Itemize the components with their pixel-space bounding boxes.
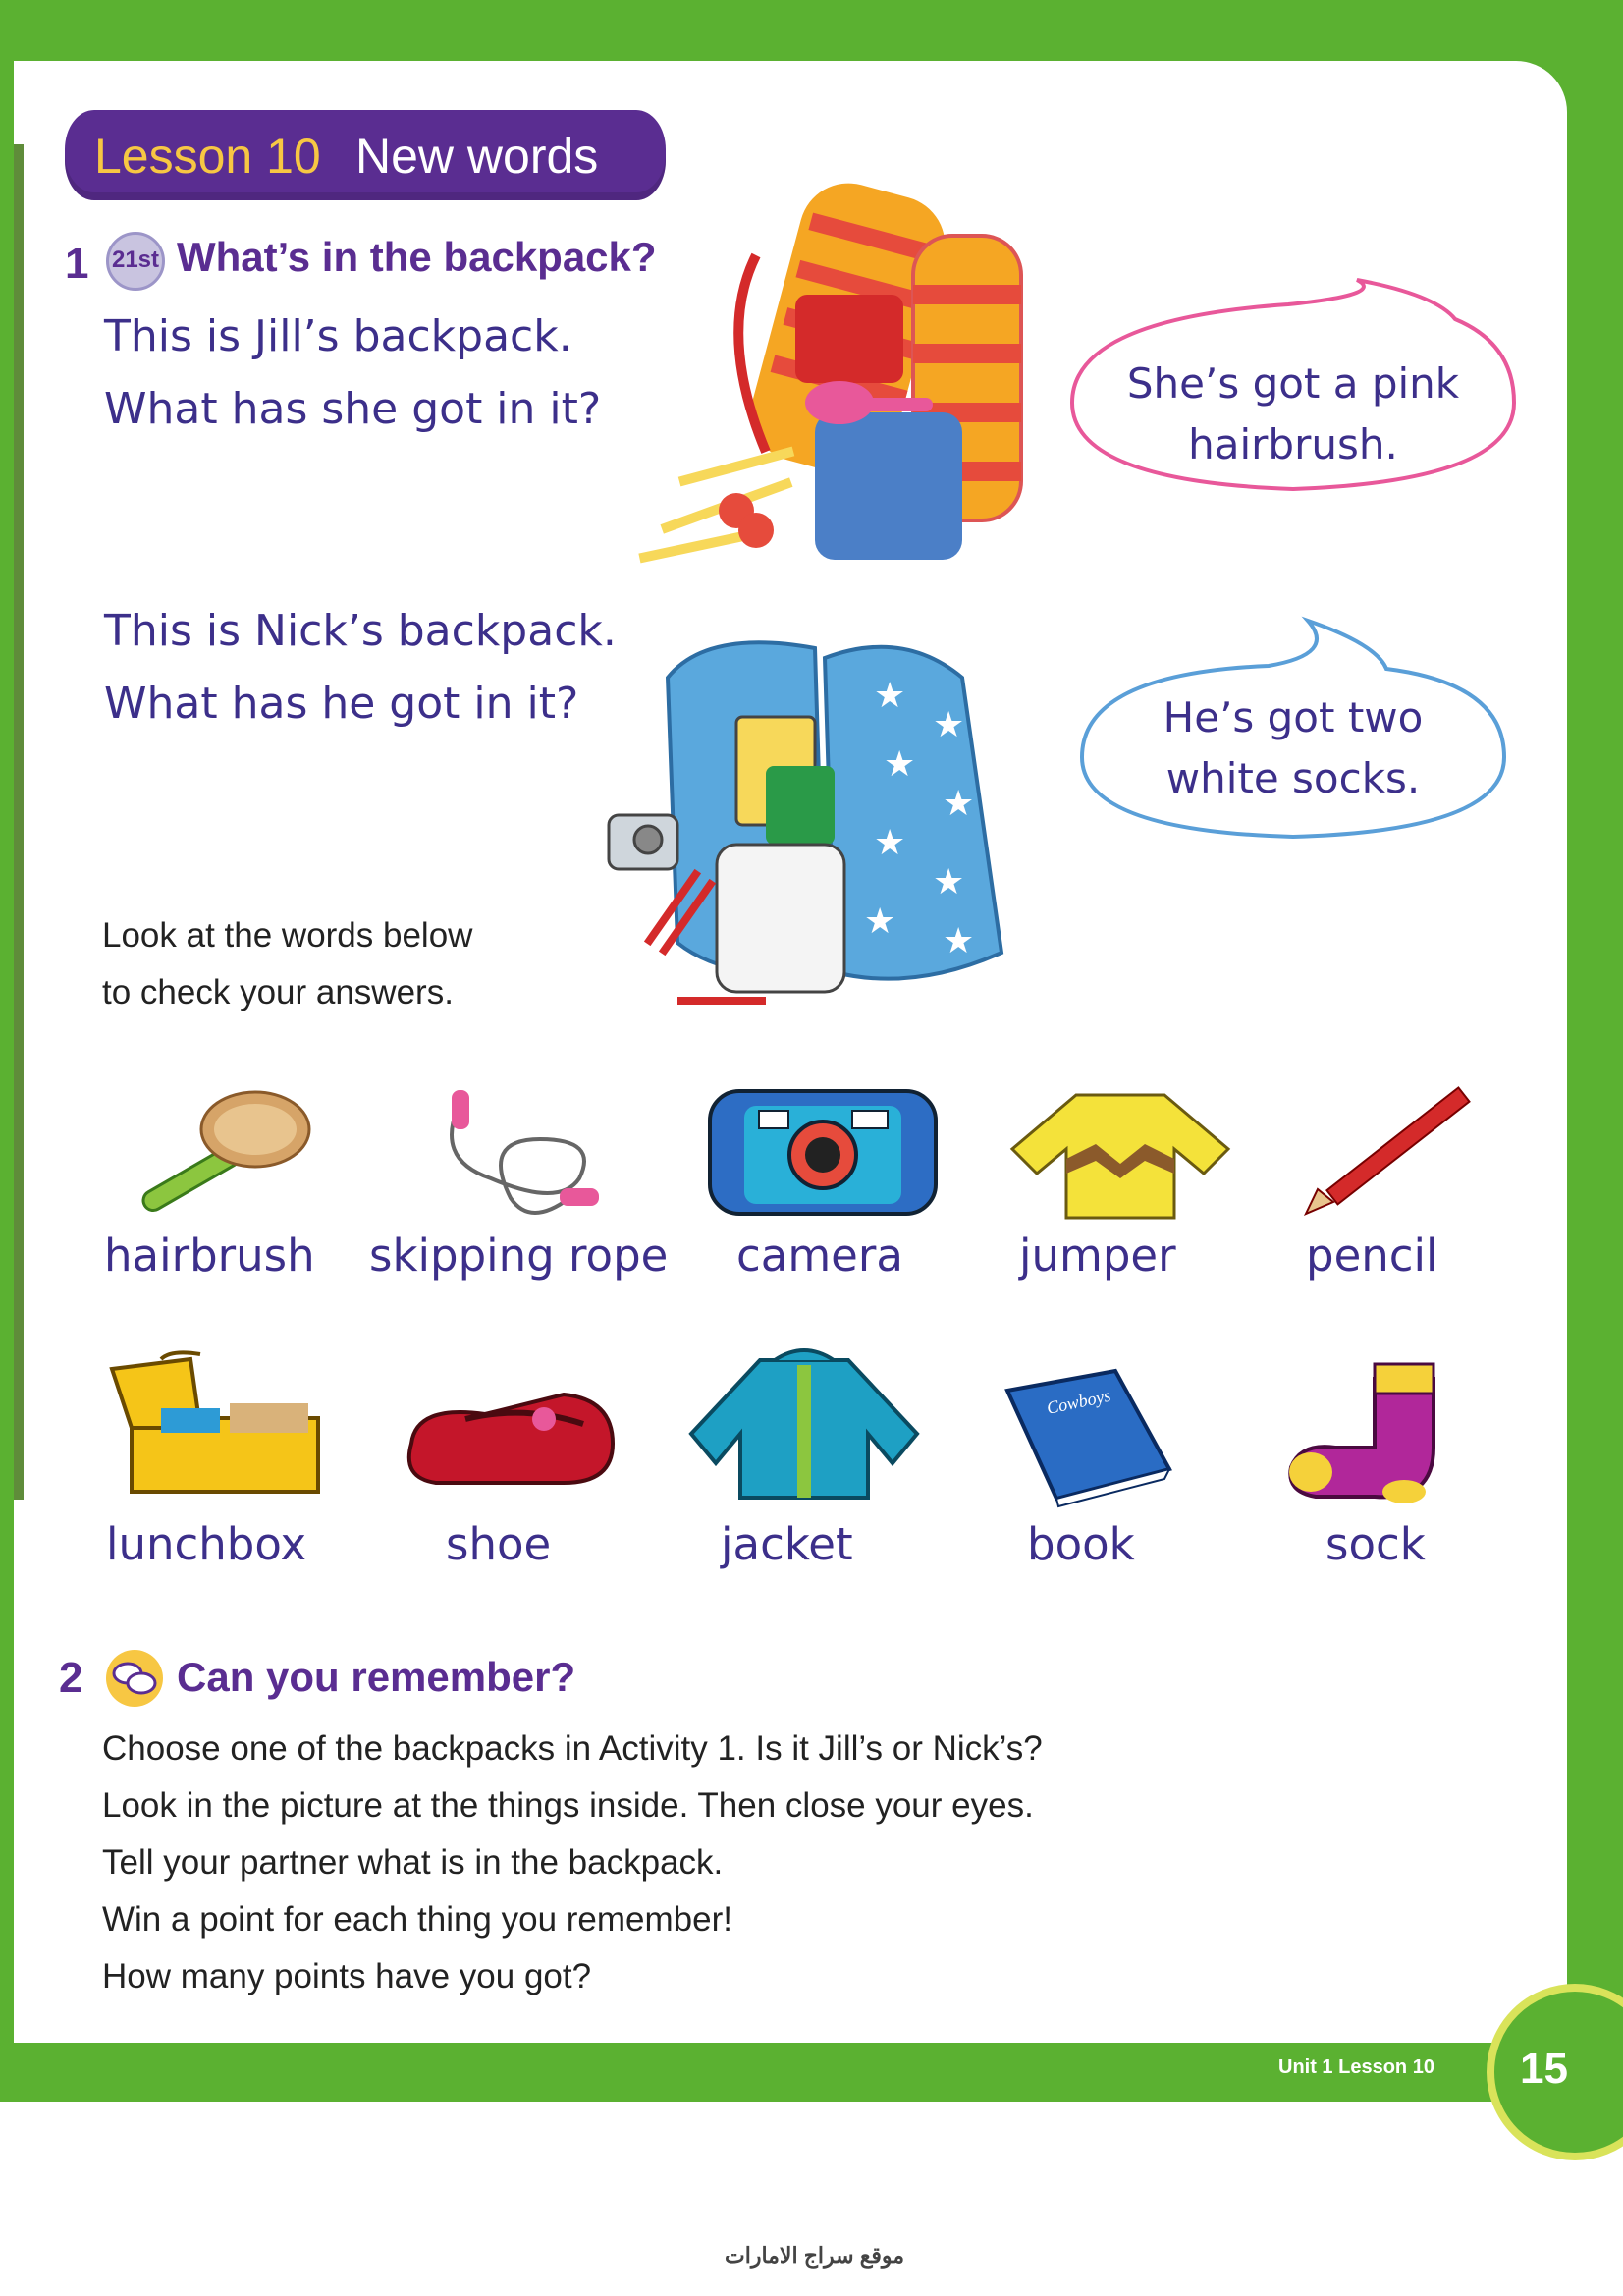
jill-bubble-line-2: hairbrush. bbox=[1188, 420, 1398, 468]
nick-backpack-body bbox=[825, 647, 1001, 979]
word-jumper: jumper bbox=[1019, 1230, 1176, 1282]
activity-2-line-2: Look in the picture at the things inside. Then close your eyes. bbox=[102, 1786, 1034, 1825]
jeans bbox=[815, 412, 962, 560]
jill-line-1: This is Jill’s backpack. bbox=[104, 311, 572, 361]
page-number: 15 bbox=[1520, 2045, 1568, 2093]
svg-text:★: ★ bbox=[943, 783, 975, 823]
svg-text:★: ★ bbox=[874, 822, 906, 862]
lesson-title: New words bbox=[355, 129, 599, 184]
check-instructions bbox=[102, 907, 472, 1021]
svg-text:★: ★ bbox=[943, 920, 975, 960]
footer-unit-label: Unit 1 Lesson 10 bbox=[1278, 2056, 1434, 2078]
camera-picture bbox=[705, 1076, 941, 1224]
check-line-1: Look at the words below bbox=[102, 916, 473, 955]
svg-text:★: ★ bbox=[884, 743, 916, 784]
activity-1-number: 1 bbox=[65, 240, 89, 288]
nick-line-1: This is Nick’s backpack. bbox=[104, 606, 617, 656]
word-shoe: shoe bbox=[446, 1518, 552, 1570]
activity-2-line-4: Win a point for each thing you remember! bbox=[102, 1900, 732, 1939]
activity-2-number: 2 bbox=[59, 1654, 83, 1702]
check-line-2: to check your answers. bbox=[102, 973, 454, 1011]
word-jacket: jacket bbox=[721, 1518, 853, 1570]
bottom-watermark: موقع سراج الامارات bbox=[725, 2243, 905, 2268]
shoe-picture bbox=[397, 1375, 622, 1493]
word-hairbrush: hairbrush bbox=[104, 1230, 315, 1282]
nick-bubble-line-1: He’s got two bbox=[1163, 693, 1424, 741]
activity-1-heading: What’s in the backpack? bbox=[177, 234, 657, 280]
nick-text bbox=[104, 595, 617, 740]
activity-2-heading: Can you remember? bbox=[177, 1654, 576, 1700]
svg-text:★: ★ bbox=[874, 675, 906, 715]
nick-bubble-text bbox=[1092, 687, 1494, 809]
nick-line-2: What has he got in it? bbox=[104, 679, 579, 729]
jumper-picture bbox=[1007, 1080, 1233, 1228]
sock-picture bbox=[1276, 1359, 1463, 1506]
activity-2-line-5: How many points have you got? bbox=[102, 1957, 592, 1995]
lunchbox-picture bbox=[102, 1349, 328, 1497]
lesson-label: Lesson 10 bbox=[94, 129, 321, 184]
svg-text:★: ★ bbox=[933, 861, 965, 902]
word-book: book bbox=[1027, 1518, 1135, 1570]
nick-backpack-illustration bbox=[589, 619, 1031, 1031]
jill-line-2: What has she got in it? bbox=[104, 384, 602, 434]
hairbrush-picture bbox=[118, 1080, 314, 1228]
word-sock: sock bbox=[1325, 1518, 1426, 1570]
left-edge-strip bbox=[14, 144, 24, 1500]
svg-text:★: ★ bbox=[933, 704, 965, 744]
green-item bbox=[766, 766, 835, 845]
word-skipping-rope: skipping rope bbox=[369, 1230, 669, 1282]
activity-2-line-1: Choose one of the backpacks in Activity 1. Is it Jill’s or Nick’s? bbox=[102, 1729, 1043, 1768]
word-lunchbox: lunchbox bbox=[106, 1518, 307, 1570]
lunchbox-red bbox=[795, 295, 903, 383]
jill-bubble-text bbox=[1082, 354, 1504, 475]
book-cover-text: Cowboys bbox=[1045, 1385, 1112, 1418]
pencils bbox=[638, 447, 794, 564]
lesson-banner bbox=[65, 110, 666, 200]
jill-bubble-line-1: She’s got a pink bbox=[1126, 359, 1460, 408]
word-camera: camera bbox=[736, 1230, 903, 1282]
skipping-rope-picture bbox=[422, 1080, 619, 1228]
activity-2-line-3: Tell your partner what is in the backpack. bbox=[102, 1843, 724, 1882]
jacket-picture bbox=[681, 1345, 927, 1503]
speech-bubbles-icon bbox=[102, 1648, 167, 1709]
white-socks bbox=[717, 845, 844, 992]
word-pencil: pencil bbox=[1306, 1230, 1438, 1282]
nick-bubble-line-2: white socks. bbox=[1165, 754, 1421, 802]
activity-2-instructions bbox=[102, 1721, 1043, 2005]
svg-text:★: ★ bbox=[864, 901, 896, 941]
jill-backpack-illustration bbox=[619, 177, 1070, 589]
jill-text bbox=[104, 301, 601, 446]
pencil-picture bbox=[1296, 1076, 1483, 1224]
book-picture bbox=[998, 1361, 1174, 1508]
21st-century-skills-badge: 21st bbox=[106, 232, 165, 291]
